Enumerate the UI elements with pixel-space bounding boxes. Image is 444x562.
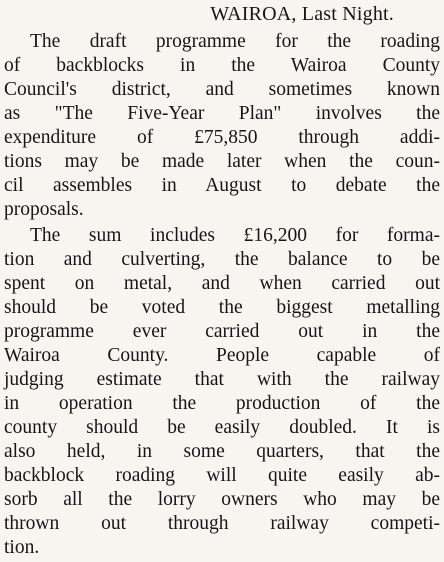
- paragraph-1-line-3: Council's district, and sometimes known: [4, 79, 440, 100]
- paragraph-2-line-11: backblock roading will quite easily ab-: [4, 465, 440, 486]
- paragraph-2-line-8: in operation the production of the: [4, 393, 440, 414]
- paragraph-1-line-1: The draft programme for the roading: [30, 31, 440, 52]
- paragraph-2-line-2: tion and culverting, the balance to be: [4, 249, 440, 270]
- paragraph-1-line-7: cil assembles in August to debate the: [4, 175, 440, 196]
- paragraph-2-line-7: judging estimate that with the railway: [4, 369, 440, 390]
- paragraph-1-line-4: as "The Five-Year Plan" involves the: [4, 103, 440, 124]
- paragraph-2-line-3: spent on metal, and when carried out: [4, 273, 440, 294]
- paragraph-2-line-13: thrown out through railway competi-: [4, 513, 440, 534]
- paragraph-2-line-10: also held, in some quarters, that the: [4, 441, 440, 462]
- paragraph-1-line-8: proposals.: [4, 199, 84, 220]
- dateline: WAIROA, Last Night.: [210, 3, 394, 25]
- paragraph-1-line-6: tions may be made later when the coun-: [4, 151, 440, 172]
- paragraph-1-line-2: of backblocks in the Wairoa County: [4, 55, 440, 76]
- paragraph-1-line-5: expenditure of £75,850 through addi-: [4, 127, 440, 148]
- paragraph-2-line-4: should be voted the biggest metalling: [4, 297, 440, 318]
- paragraph-2-line-14: tion.: [4, 537, 40, 558]
- paragraph-2-line-12: sorb all the lorry owners who may be: [4, 489, 440, 510]
- paragraph-2-line-5: programme ever carried out in the: [4, 321, 440, 342]
- paragraph-2-line-1: The sum includes £16,200 for forma-: [30, 225, 440, 246]
- paragraph-2-line-6: Wairoa County. People capable of: [4, 345, 440, 366]
- paragraph-2-line-9: county should be easily doubled. It is: [4, 417, 440, 438]
